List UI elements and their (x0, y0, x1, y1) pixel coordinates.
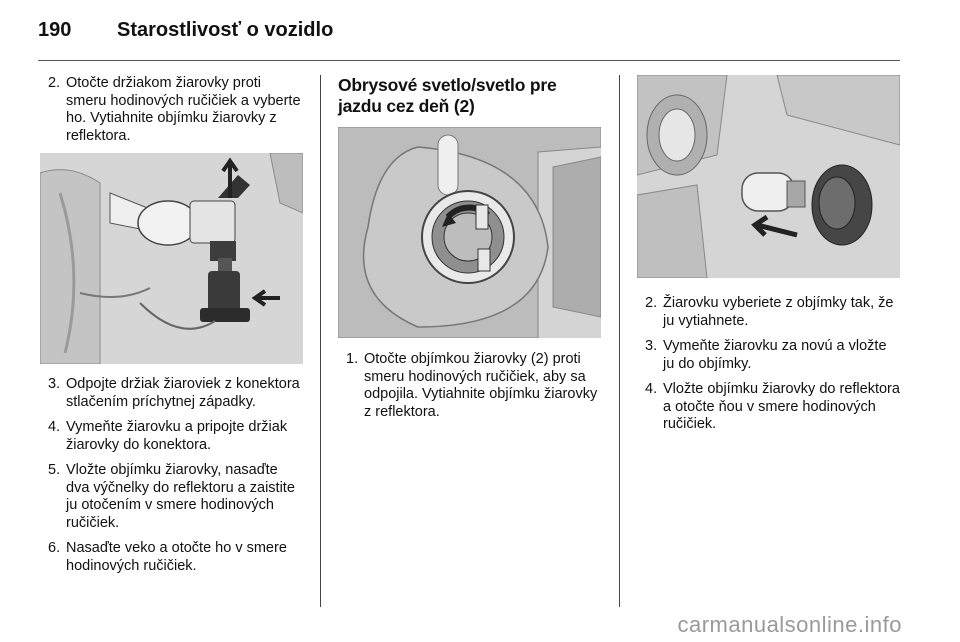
step-number: 5. (48, 462, 61, 478)
step-number: 2. (645, 295, 658, 311)
bulb-holder-drawing (40, 153, 303, 364)
step-text: Žiarovku vyberiete z objímky tak, že ju vytiahnete. (663, 295, 894, 329)
list-item (40, 75, 305, 145)
list-item (40, 376, 305, 411)
page-header (0, 0, 960, 60)
list-item (338, 351, 603, 421)
step-number: 3. (645, 338, 658, 354)
page-title: Starostlivosť o vozidlo (117, 19, 334, 41)
header-divider (38, 60, 900, 61)
watermark: carmanualsonline.info (677, 612, 902, 637)
step-text: Vymeňte žiarovku a pripojte držiak žiarovky do konektora. (66, 419, 288, 453)
headlight-socket-drawing (338, 127, 601, 338)
column-3 (637, 75, 900, 442)
step-number: 1. (346, 351, 359, 367)
list-item (637, 381, 900, 434)
list-item (40, 462, 305, 532)
step-text: Vložte objímku žiarovky do reflektora a otočte ňou v smere hodinových ručičiek. (663, 381, 900, 432)
list-item (40, 419, 305, 454)
bulb-removal-drawing (637, 75, 900, 278)
column-2 (338, 75, 603, 429)
page-number: 190 (38, 19, 72, 41)
step-list (637, 295, 900, 434)
step-text: Otočte objímkou žiarovky (2) proti smeru hodinových ručičiek, aby sa odpojila. Vytiahnite objímku žiarovky z reflektora. (364, 351, 598, 420)
step-list (40, 75, 305, 145)
step-number: 2. (48, 75, 61, 91)
step-number: 6. (48, 540, 61, 556)
headlight-socket-illustration (338, 127, 601, 338)
list-item (637, 295, 900, 330)
step-number: 4. (645, 381, 658, 397)
section-heading: Obrysové svetlo/svetlo pre jazdu cez deň (2) (338, 75, 557, 116)
step-number: 4. (48, 419, 61, 435)
step-number: 3. (48, 376, 61, 392)
column-1 (40, 75, 305, 583)
step-list (40, 376, 305, 575)
column-divider-2 (619, 75, 620, 607)
step-text: Nasaďte veko a otočte ho v smere hodinových ručičiek. (66, 540, 287, 574)
list-item (40, 540, 305, 575)
step-list (338, 351, 603, 421)
step-text: Vymeňte žiarovku za novú a vložte ju do objímky. (663, 338, 887, 372)
bulb-removal-illustration (637, 75, 900, 278)
bulb-holder-illustration (40, 153, 303, 364)
column-divider-1 (320, 75, 321, 607)
step-text: Otočte držiakom žiarovky proti smeru hodinových ručičiek a vyberte ho. Vytiahnite objímku žiarovky z reflektora. (66, 75, 301, 144)
step-text: Vložte objímku žiarovky, nasaďte dva výčnelky do reflektoru a zaistite ju otočením v smere hodinových ručičiek. (66, 462, 295, 531)
list-item (637, 338, 900, 373)
step-text: Odpojte držiak žiaroviek z konektora stlačením príchytnej západky. (66, 376, 300, 410)
